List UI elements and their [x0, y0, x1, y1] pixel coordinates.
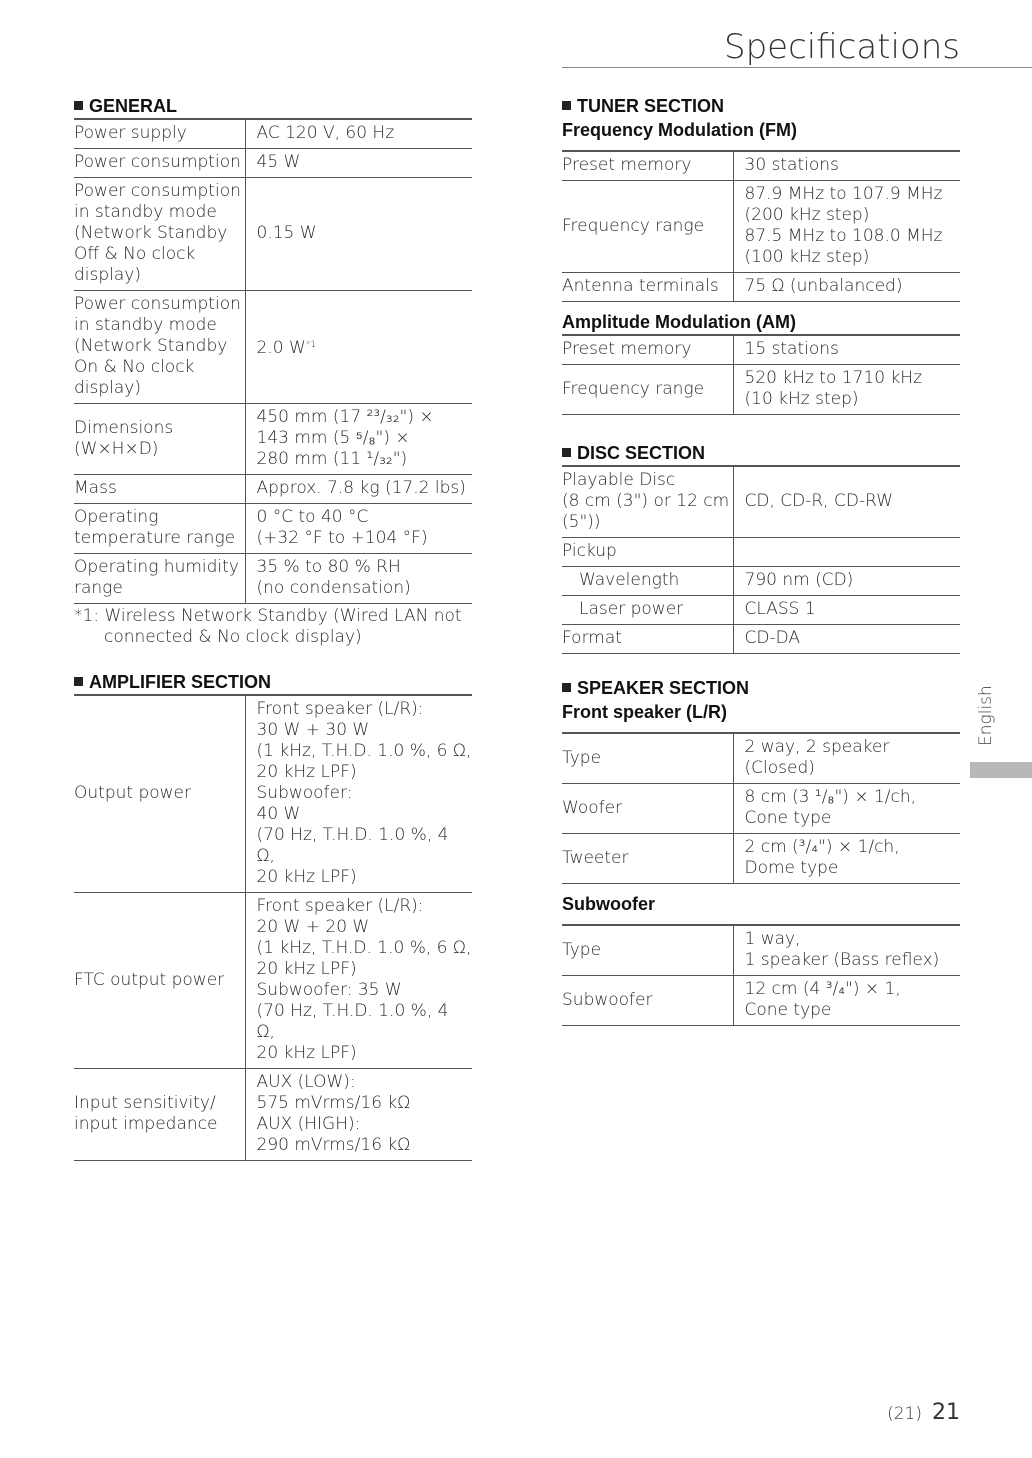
spec-label: Laser power — [562, 596, 733, 625]
table-row — [562, 466, 960, 538]
spec-value — [245, 404, 472, 475]
spec-value-text: Front speaker (L/R): 20 W + 20 W (1 kHz, T.H.D. 1.0 %, 6 Ω, 20 kHz LPF) Subwoofer: 35 W (70 Hz, T.H.D. 1.0 %, 4 Ω, 20 kHz LPF) — [256, 896, 472, 1063]
right-column — [562, 94, 960, 1026]
bullet-square-icon — [562, 448, 571, 457]
amplifier-table — [74, 694, 472, 1161]
footnote: *1: Wireless Network Standby (Wired LAN not connected & No clock display) — [74, 606, 462, 647]
spec-value-text: 35 % to 80 % RH (no condensation) — [256, 557, 411, 598]
spec-value — [733, 335, 960, 365]
spec-label: Pickup — [562, 538, 733, 567]
spec-value — [245, 119, 472, 149]
page-title: Specifications — [723, 27, 960, 67]
spec-value — [733, 834, 960, 884]
spec-label: Output power — [74, 695, 245, 893]
table-row — [562, 596, 960, 625]
spec-value — [733, 733, 960, 784]
spec-value — [245, 893, 472, 1069]
bullet-square-icon — [562, 101, 571, 110]
spec-label: Operating humidity range — [74, 554, 245, 604]
spec-label: Format — [562, 625, 733, 654]
bullet-square-icon — [74, 677, 83, 686]
front-speaker-table — [562, 732, 960, 884]
table-row — [562, 335, 960, 365]
table-row — [74, 893, 472, 1069]
spec-value-text: 0.15 W — [256, 223, 317, 243]
spec-value-text: AUX (LOW): 575 mVrms/16 kΩ AUX (HIGH): 290 mVrms/16 kΩ — [256, 1072, 411, 1155]
spec-value-text: 1 way, 1 speaker (Bass reflex) — [744, 929, 940, 970]
table-row — [74, 504, 472, 554]
title-rule — [562, 67, 1032, 68]
spec-value — [733, 365, 960, 415]
table-row — [562, 625, 960, 654]
spec-value — [733, 151, 960, 181]
spec-value — [733, 567, 960, 596]
spec-value — [733, 596, 960, 625]
spec-value-text: 450 mm (17 ²³/₃₂") × 143 mm (5 ⁵/₈") × 280 mm (11 ¹/₃₂") — [256, 407, 434, 469]
spec-label: Frequency range — [562, 181, 733, 273]
spec-value — [245, 178, 472, 291]
table-row — [562, 834, 960, 884]
bullet-square-icon — [562, 683, 571, 692]
left-column — [74, 94, 472, 1161]
general-table — [74, 118, 472, 604]
spec-value-text: Front speaker (L/R): 30 W + 30 W (1 kHz, T.H.D. 1.0 %, 6 Ω, 20 kHz LPF) Subwoofer: 40 W (70 Hz, T.H.D. 1.0 %, 4 Ω, 20 kHz LPF) — [256, 699, 472, 887]
disc-table — [562, 465, 960, 654]
spec-value-text: 8 cm (3 ¹/₈") × 1/ch, Cone type — [744, 787, 917, 828]
spec-label: Preset memory — [562, 151, 733, 181]
spec-label: Type — [562, 733, 733, 784]
table-row — [562, 733, 960, 784]
table-row — [562, 976, 960, 1026]
table-row — [74, 475, 472, 504]
spec-label: Tweeter — [562, 834, 733, 884]
table-row — [74, 1069, 472, 1161]
spec-value-text: 520 kHz to 1710 kHz (10 kHz step) — [744, 368, 922, 409]
speaker-heading: SPEAKER SECTION — [562, 676, 960, 700]
spec-value — [733, 976, 960, 1026]
spec-value-text: AC 120 V, 60 Hz — [256, 123, 395, 143]
language-tab: English — [976, 685, 996, 746]
spec-value — [245, 1069, 472, 1161]
fm-table — [562, 150, 960, 302]
spec-value-text: CLASS 1 — [744, 599, 816, 619]
bullet-square-icon — [74, 101, 83, 110]
spec-value — [733, 466, 960, 538]
general-heading: GENERAL — [74, 94, 472, 118]
subwoofer-heading: Subwoofer — [562, 894, 655, 914]
footnote-marker: *1 — [305, 339, 316, 350]
table-row — [562, 567, 960, 596]
spec-value-text: 2 cm (³/₄") × 1/ch, Dome type — [744, 837, 900, 878]
table-row — [562, 181, 960, 273]
table-row — [562, 365, 960, 415]
spec-value — [245, 149, 472, 178]
subwoofer-table — [562, 924, 960, 1026]
spec-value — [733, 625, 960, 654]
spec-label: Power consumption in standby mode (Network Standby Off & No clock display) — [74, 178, 245, 291]
table-row — [74, 554, 472, 604]
spec-label: Preset memory — [562, 335, 733, 365]
spec-value-text: Approx. 7.8 kg (17.2 lbs) — [256, 478, 466, 498]
spec-label: Woofer — [562, 784, 733, 834]
spec-value — [733, 925, 960, 976]
table-row — [74, 291, 472, 404]
spec-label: Dimensions (W×H×D) — [74, 404, 245, 475]
spec-value — [733, 538, 960, 567]
spec-value-text: 30 stations — [744, 155, 839, 175]
spec-label: Mass — [74, 475, 245, 504]
table-row — [562, 784, 960, 834]
table-row — [74, 178, 472, 291]
table-row — [562, 273, 960, 302]
spec-value — [733, 273, 960, 302]
spec-label: Wavelength — [562, 567, 733, 596]
spec-label: Power supply — [74, 119, 245, 149]
tuner-heading: TUNER SECTION — [562, 94, 960, 118]
table-row — [74, 695, 472, 893]
spec-value-text: 12 cm (4 ³/₄") × 1, Cone type — [744, 979, 901, 1020]
spec-value-text: 0 °C to 40 °C (+32 °F to +104 °F) — [256, 507, 428, 548]
spec-value-text: 790 nm (CD) — [744, 570, 854, 590]
spec-value-text: 87.9 MHz to 107.9 MHz (200 kHz step) 87.5 MHz to 108.0 MHz (100 kHz step) — [744, 184, 943, 267]
spec-value — [245, 554, 472, 604]
spec-value-text: CD-DA — [744, 628, 801, 648]
page-number: (21) 21 — [887, 1400, 960, 1425]
am-table — [562, 334, 960, 415]
disc-heading: DISC SECTION — [562, 441, 960, 465]
spec-value — [245, 504, 472, 554]
spec-label: Playable Disc (8 cm (3") or 12 cm (5")) — [562, 466, 733, 538]
table-row — [74, 149, 472, 178]
spec-label: Operating temperature range — [74, 504, 245, 554]
spec-label: Power consumption in standby mode (Network Standby On & No clock display) — [74, 291, 245, 404]
spec-label: Input sensitivity/ input impedance — [74, 1069, 245, 1161]
spec-value-text: 75 Ω (unbalanced) — [744, 276, 903, 296]
spec-value-text: 2 way, 2 speaker (Closed) — [744, 737, 890, 778]
table-row — [562, 925, 960, 976]
spec-label: Type — [562, 925, 733, 976]
language-tab-bar — [970, 762, 1032, 778]
table-row — [562, 151, 960, 181]
spec-value-text: 45 W — [256, 152, 301, 172]
spec-value — [245, 475, 472, 504]
front-speaker-heading: Front speaker (L/R) — [562, 702, 728, 722]
spec-value — [733, 784, 960, 834]
spec-value — [245, 695, 472, 893]
spec-value — [245, 291, 472, 404]
spec-label: Subwoofer — [562, 976, 733, 1026]
table-row — [562, 538, 960, 567]
spec-value-text: 2.0 W — [256, 337, 306, 358]
am-heading: Amplitude Modulation (AM) — [562, 312, 796, 332]
amplifier-heading: AMPLIFIER SECTION — [74, 670, 472, 694]
spec-label: Power consumption — [74, 149, 245, 178]
spec-label: Antenna terminals — [562, 273, 733, 302]
spec-value — [733, 181, 960, 273]
spec-value-text: CD, CD-R, CD-RW — [744, 491, 894, 511]
spec-label: FTC output power — [74, 893, 245, 1069]
fm-heading: Frequency Modulation (FM) — [562, 120, 797, 140]
spec-label: Frequency range — [562, 365, 733, 415]
table-row — [74, 119, 472, 149]
table-row — [74, 404, 472, 475]
spec-value-text: 15 stations — [744, 339, 839, 359]
